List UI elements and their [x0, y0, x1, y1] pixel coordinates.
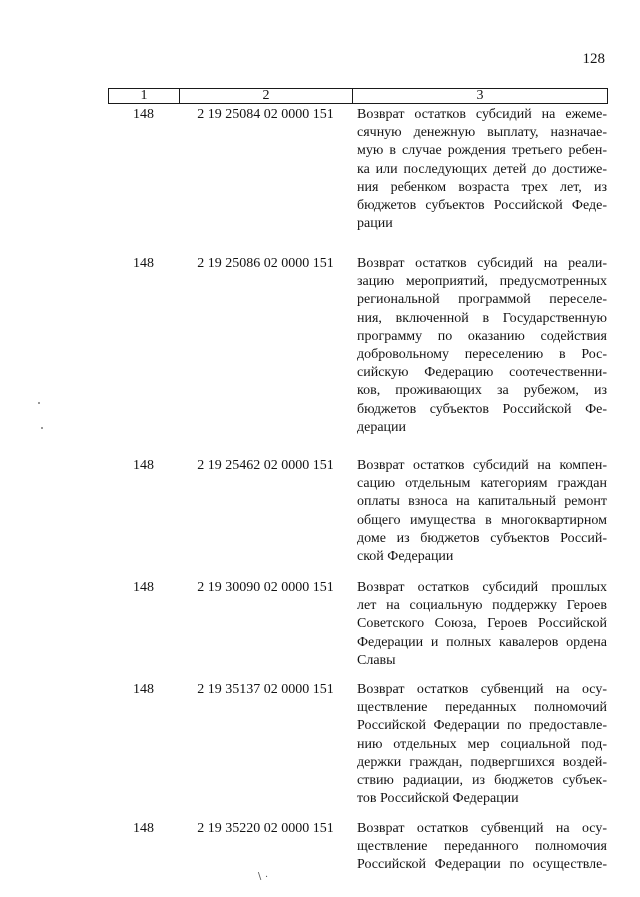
- scan-speck: [38, 402, 40, 404]
- description-line: Российской Федерации по осуществле-: [357, 857, 607, 873]
- description-line: ка или последующих детей до достиже-: [357, 161, 607, 177]
- description-line: Российской Федерации по предоставле-: [357, 718, 607, 734]
- admin-code-cell: 148: [133, 256, 154, 271]
- table-row: [108, 457, 608, 579]
- description-line: Возврат остатков субсидий на реали-: [357, 256, 607, 271]
- table-row: [108, 820, 608, 880]
- budget-code-cell: 2 19 25462 02 0000 151: [197, 458, 334, 473]
- description-line: сячную денежную выплату, назначае-: [357, 125, 607, 141]
- budget-code-cell: 2 19 25086 02 0000 151: [197, 256, 334, 271]
- description-line: тов Российской Федерации: [357, 791, 519, 807]
- budget-code-cell: 2 19 25084 02 0000 151: [197, 107, 334, 122]
- admin-code-cell: 148: [133, 458, 154, 473]
- description-line: лет на социальную поддержку Героев: [357, 598, 607, 614]
- description-line: ния, включенной в Государственную: [357, 310, 607, 326]
- description-line: сийскую Федерацию соотечественни-: [357, 365, 607, 381]
- description-line: сацию отдельным категориям граждан: [357, 476, 607, 492]
- admin-code-cell: 148: [133, 580, 154, 595]
- admin-code-cell: 148: [133, 107, 154, 122]
- description-line: добровольному переселению в Рос-: [357, 347, 607, 363]
- column-header-3: 3: [476, 88, 484, 103]
- description-line: оплаты взноса на капитальный ремонт: [357, 494, 607, 510]
- description-line: региональной программой переселе-: [357, 292, 607, 308]
- budget-code-cell: 2 19 30090 02 0000 151: [197, 580, 334, 595]
- table-row: [108, 106, 608, 255]
- description-line: Федерации и полных кавалеров ордена: [357, 634, 607, 650]
- description-line: нию отдельных мер социальной под-: [357, 736, 607, 752]
- description-line: ков, проживающих за рубежом, из: [357, 383, 607, 399]
- description-line: рации: [357, 216, 393, 232]
- description-line: дерации: [357, 419, 407, 435]
- description-line: мую в случае рождения третьего ребен-: [357, 143, 607, 159]
- table-body: [108, 106, 608, 880]
- table-row: [108, 579, 608, 681]
- description-line: ствию радиации, из бюджетов субъек-: [357, 773, 607, 789]
- column-header-1: 1: [109, 89, 180, 103]
- scan-speck: [41, 427, 43, 429]
- description-cell: [357, 106, 607, 255]
- description-line: доме из бюджетов субъектов Россий-: [357, 530, 607, 546]
- description-line: ния ребенком возраста трех лет, из: [357, 179, 607, 195]
- description-line: бюджетов субъектов Российской Фе-: [357, 401, 607, 417]
- table-row: [108, 681, 608, 820]
- table-row: [108, 255, 608, 457]
- description-line: держки граждан, подвергшихся воздей-: [357, 754, 607, 770]
- scan-mark: ∖ ·: [256, 872, 269, 883]
- description-cell: [357, 255, 607, 457]
- description-line: бюджетов субъектов Российской Феде-: [357, 198, 607, 214]
- description-cell: [357, 579, 607, 681]
- description-line: зацию мероприятий, предусмотренных: [357, 274, 607, 290]
- description-cell: [357, 457, 607, 579]
- description-line: ской Федерации: [357, 549, 454, 565]
- description-line: общего имущества в многоквартирном: [357, 512, 607, 528]
- admin-code-cell: 148: [133, 821, 154, 836]
- description-line: Возврат остатков субсидий на ежеме-: [357, 107, 607, 122]
- description-line: Возврат остатков субвенций на осу-: [357, 821, 607, 836]
- page-number: 128: [582, 51, 605, 67]
- description-line: Возврат остатков субсидий на компен-: [357, 458, 607, 473]
- description-line: Возврат остатков субвенций на осу-: [357, 682, 607, 697]
- description-line: программу по оказанию содействия: [357, 328, 607, 344]
- description-line: ществление переданного полномочия: [357, 839, 607, 855]
- description-cell: [357, 820, 607, 880]
- admin-code-cell: 148: [133, 682, 154, 697]
- description-line: Советского Союза, Героев Российской: [357, 616, 607, 632]
- budget-code-cell: 2 19 35137 02 0000 151: [197, 682, 334, 697]
- column-header-2: 2: [180, 89, 353, 103]
- description-line: Славы: [357, 652, 396, 668]
- description-line: Возврат остатков субсидий прошлых: [357, 580, 607, 595]
- description-line: ществление переданных полномочий: [357, 700, 607, 716]
- budget-code-cell: 2 19 35220 02 0000 151: [197, 821, 334, 836]
- description-cell: [357, 681, 607, 820]
- table-header: [108, 88, 608, 104]
